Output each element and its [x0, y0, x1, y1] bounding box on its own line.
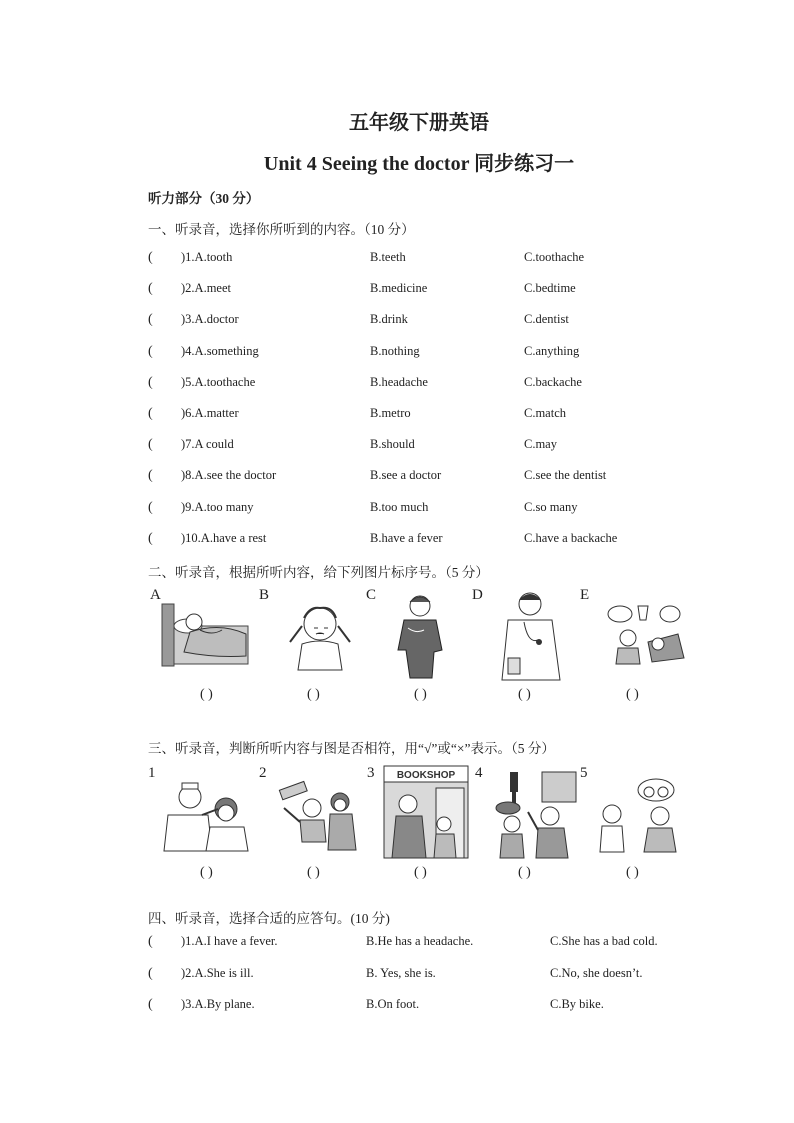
option-b[interactable]: B.nothing — [370, 343, 420, 358]
street-directions-illustration — [492, 768, 578, 860]
section3-heading: 三、听录音，判断所听内容与图是否相符，用“√”或“×”表示。（5 分） — [148, 741, 555, 756]
option-a[interactable]: )8.A.see the doctor — [181, 468, 277, 483]
option-b[interactable]: B.have a fever — [370, 530, 443, 545]
label-3: 3 — [367, 765, 375, 781]
question-row — [148, 531, 708, 549]
option-c[interactable]: C.match — [524, 406, 567, 420]
answer-blank-1[interactable]: ( ) — [200, 865, 213, 880]
option-a[interactable]: )9.A.too many — [181, 499, 254, 514]
answer-blank-2[interactable]: ( ) — [307, 865, 320, 880]
answer-paren[interactable]: ( — [148, 530, 153, 546]
answer-paren[interactable]: ( — [148, 437, 153, 453]
question-row — [148, 312, 708, 330]
answer-paren[interactable]: ( — [148, 468, 153, 484]
answer-paren[interactable]: ( — [148, 312, 153, 328]
option-a[interactable]: )1.A.I have a fever. — [181, 934, 278, 948]
question-row — [148, 281, 708, 299]
option-c[interactable]: C.dentist — [524, 312, 569, 327]
question-row — [148, 997, 708, 1015]
answer-blank-d[interactable]: ( ) — [518, 687, 531, 702]
question-row — [148, 437, 708, 455]
answer-paren[interactable]: ( — [148, 343, 153, 359]
stomachache-man-illustration — [388, 590, 460, 680]
answer-paren[interactable]: ( — [148, 499, 153, 515]
label-a: A — [150, 587, 161, 603]
section4-heading: 四、听录音，选择合适的应答句。(10 分) — [148, 911, 390, 926]
label-d: D — [472, 587, 483, 603]
answer-paren[interactable]: ( — [148, 965, 153, 981]
question-row — [148, 406, 708, 424]
answer-blank-a[interactable]: ( ) — [200, 687, 213, 702]
option-a[interactable]: )7.A could — [181, 437, 234, 452]
option-a[interactable]: )3.A.By plane. — [181, 997, 255, 1011]
option-c[interactable]: C.see the dentist — [524, 468, 607, 483]
kids-playing-illustration — [272, 778, 362, 852]
answer-blank-c[interactable]: ( ) — [414, 687, 427, 702]
option-b[interactable]: B.teeth — [370, 250, 406, 264]
option-a[interactable]: )3.A.doctor — [181, 312, 239, 327]
option-c[interactable]: C.so many — [524, 499, 578, 514]
question-row — [148, 250, 708, 268]
option-c[interactable]: C.have a backache — [524, 530, 618, 545]
label-5: 5 — [580, 765, 588, 781]
unit-title: Unit 4 Seeing the doctor 同步练习一 — [263, 153, 575, 175]
label-4: 4 — [475, 765, 483, 781]
label-e: E — [580, 587, 590, 603]
option-b[interactable]: B.He has a headache. — [366, 934, 474, 948]
answer-paren[interactable]: ( — [148, 281, 153, 297]
question-row — [148, 375, 708, 393]
option-b[interactable]: B.On foot. — [366, 997, 420, 1011]
answer-paren[interactable]: ( — [148, 374, 153, 390]
bookshop-sign: BOOKSHOP — [396, 770, 456, 781]
question-row — [148, 344, 708, 362]
answer-blank-5[interactable]: ( ) — [626, 865, 639, 880]
option-b[interactable]: B. Yes, she is. — [366, 965, 436, 980]
option-c[interactable]: C.bedtime — [524, 281, 576, 296]
option-b[interactable]: B.should — [370, 437, 415, 452]
label-c: C — [366, 587, 377, 603]
headache-boy-illustration — [280, 598, 360, 672]
option-b[interactable]: B.metro — [370, 406, 411, 420]
doctor-exam-illustration — [160, 775, 250, 853]
question-row — [148, 500, 708, 518]
option-a[interactable]: )2.A.meet — [181, 281, 231, 296]
option-a[interactable]: )2.A.She is ill. — [181, 965, 254, 980]
answer-blank-3[interactable]: ( ) — [414, 865, 427, 880]
label-1: 1 — [148, 765, 156, 781]
option-c[interactable]: C.anything — [524, 343, 580, 358]
section1-heading: 一、听录音，选择你所听到的内容。（10 分） — [148, 222, 415, 237]
option-a[interactable]: )6.A.matter — [181, 406, 239, 420]
answer-blank-b[interactable]: ( ) — [307, 687, 320, 702]
option-b[interactable]: B.see a doctor — [370, 468, 442, 483]
option-c[interactable]: C.toothache — [524, 250, 585, 264]
answer-blank-e[interactable]: ( ) — [626, 687, 639, 702]
bookshop-illustration — [382, 764, 470, 860]
option-a[interactable]: )5.A.toothache — [181, 374, 256, 389]
doctor-illustration — [494, 588, 568, 682]
option-c[interactable]: C.backache — [524, 374, 582, 389]
label-b: B — [259, 587, 270, 603]
answer-blank-4[interactable]: ( ) — [518, 865, 531, 880]
option-c[interactable]: C.No, she doesn’t. — [550, 965, 643, 980]
question-row — [148, 468, 708, 486]
answer-paren[interactable]: ( — [148, 997, 153, 1012]
page-title: 五年级下册英语 — [349, 112, 489, 134]
sick-in-bed-illustration — [160, 600, 252, 670]
option-a[interactable]: )4.A.something — [181, 343, 259, 358]
option-b[interactable]: B.drink — [370, 312, 408, 327]
question-row — [148, 934, 708, 952]
option-c[interactable]: C.She has a bad cold. — [550, 934, 658, 948]
option-c[interactable]: C.may — [524, 437, 557, 452]
label-2: 2 — [259, 765, 267, 781]
option-b[interactable]: B.headache — [370, 374, 428, 389]
answer-paren[interactable]: ( — [148, 250, 153, 265]
section2-heading: 二、听录音，根据所听内容，给下列图片标序号。（5 分） — [148, 565, 489, 580]
answer-paren[interactable]: ( — [148, 406, 153, 421]
boys-talking-illustration — [598, 776, 682, 854]
option-b[interactable]: B.too much — [370, 499, 429, 514]
option-a[interactable]: )1.A.tooth — [181, 250, 233, 264]
answer-paren[interactable]: ( — [148, 934, 153, 949]
listening-heading: 听力部分（30 分） — [148, 191, 260, 206]
option-a[interactable]: )10.A.have a rest — [181, 530, 267, 545]
option-c[interactable]: C.By bike. — [550, 997, 604, 1011]
dentist-illustration — [598, 600, 688, 666]
question-row — [148, 966, 708, 984]
option-b[interactable]: B.medicine — [370, 281, 428, 296]
